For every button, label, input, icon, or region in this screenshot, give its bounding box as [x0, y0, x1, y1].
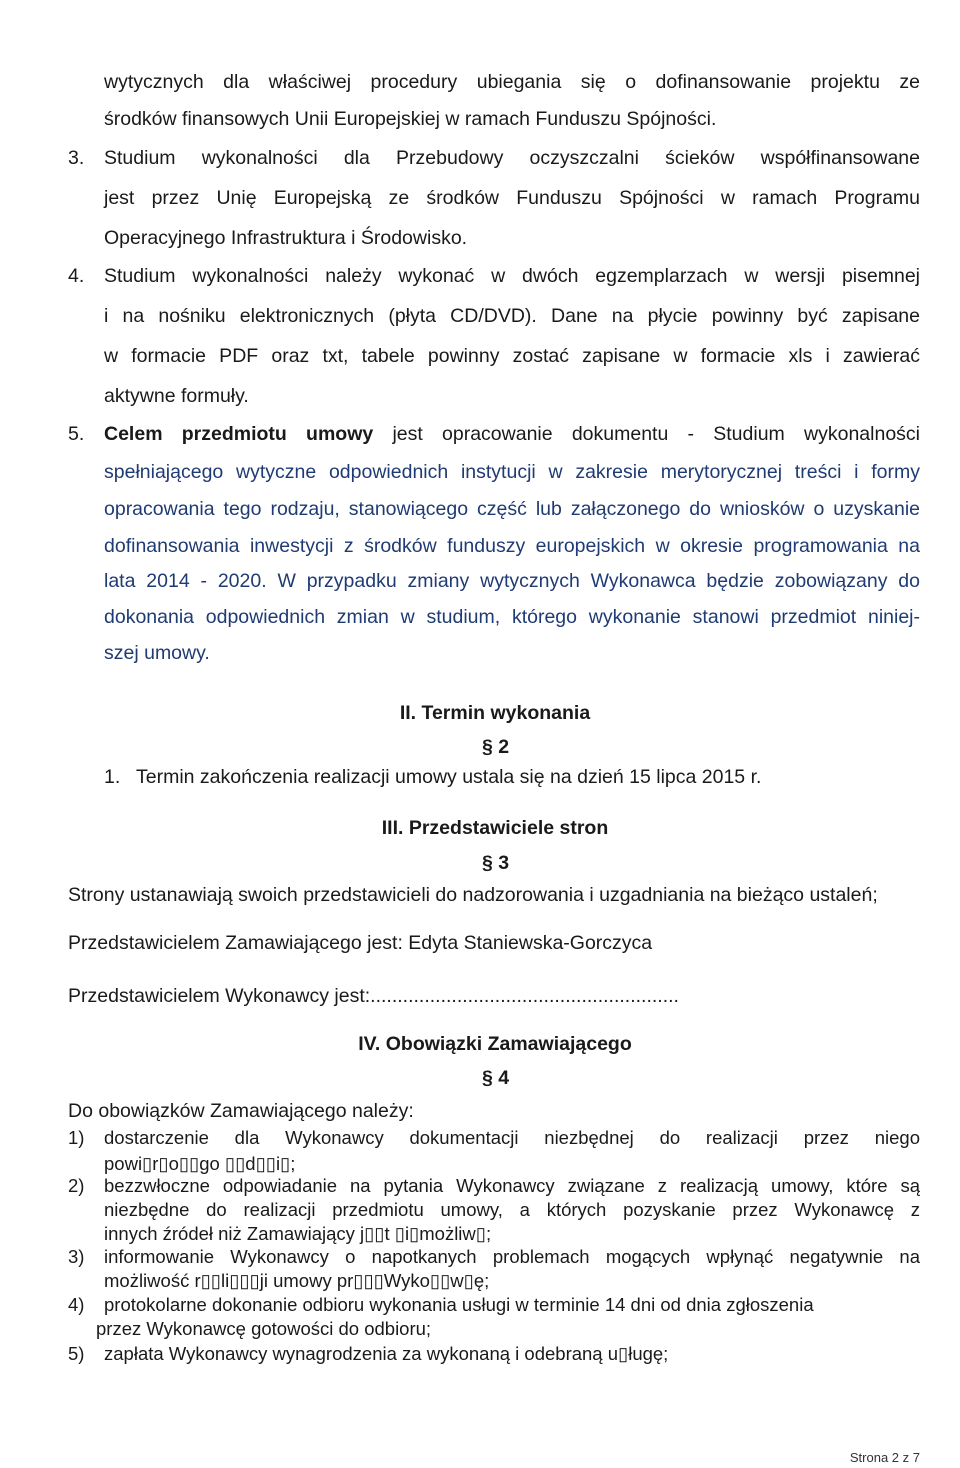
- continuation-line-1: wytycznych dla właściwej procedury ubiegania się o dofinansowanie projektu ze: [104, 71, 920, 93]
- item-3-number: 3.: [68, 147, 85, 169]
- ordering-party-representative: Przedstawicielem Zamawiającego jest: Edyta Staniewska-Gorczyca: [68, 932, 653, 954]
- item-3-line-1: Studium wykonalności dla Przebudowy oczyszczalni ścieków współfinansowane: [104, 147, 920, 169]
- item-5-line-1: [104, 416, 920, 453]
- duty-4-line-2: przez Wykonawcę gotowości do odbioru;: [96, 1318, 432, 1339]
- section-3-intro: Strony ustanawiają swoich przedstawicieli do nadzorowania i uzgadniania na bieżąco ustaleń;: [68, 884, 878, 906]
- section-4-intro: Do obowiązków Zamawiającego należy:: [68, 1100, 414, 1122]
- item-4-number: 4.: [68, 265, 85, 287]
- duty-2-number: 2): [68, 1175, 85, 1196]
- duty-4-number: 4): [68, 1294, 85, 1315]
- duty-1-number: 1): [68, 1127, 85, 1148]
- page-number-footer: Strona 2 z 7: [849, 1450, 920, 1465]
- duty-2-line-1: bezzwłoczne odpowiadanie na pytania Wykonawcy związane z realizacją umowy, które są: [104, 1175, 920, 1196]
- item-5-line-7: szej umowy.: [104, 642, 210, 664]
- item-4-line-4: aktywne formuły.: [104, 385, 249, 407]
- section-2-item-text: Termin zakończenia realizacji umowy ustala się na dzień 15 lipca 2015 r.: [136, 766, 762, 788]
- item-3-line-2: jest przez Unię Europejską ze środków Funduszu Spójności w ramach Programu: [104, 187, 920, 209]
- duty-3-line-2: możliwość r▯▯li▯▯▯ji umowy pr▯▯▯Wyko▯▯w▯ę;: [104, 1270, 490, 1291]
- duty-3-line-1: informowanie Wykonawcy o napotkanych problemach mogących wpłynąć negatywnie na: [104, 1246, 920, 1267]
- duty-4-line-1: protokolarne dokonanie odbioru wykonania usługi w terminie 14 dni od dnia zgłoszenia: [104, 1294, 814, 1315]
- section-2-heading: II. Termin wykonania: [399, 702, 591, 724]
- duty-5-line-1: zapłata Wykonawcy wynagrodzenia za wykonaną i odebraną u▯ługę;: [104, 1343, 669, 1364]
- item-5-line-1-rest: jest opracowanie dokumentu - Studium wykonalności: [373, 423, 920, 445]
- item-4-line-1: Studium wykonalności należy wykonać w dwóch egzemplarzach w wersji pisemnej: [104, 265, 920, 287]
- item-5-number: 5.: [68, 423, 85, 445]
- section-3-paragraph-sign: § 3: [482, 852, 510, 874]
- item-4-line-3: w formacie PDF oraz txt, tabele powinny zostać zapisane w formacie xls i zawierać: [104, 345, 920, 367]
- duty-2-line-2: niezbędne do realizacji przedmiotu umowy, a których pozyskanie przez Wykonawcę z: [104, 1199, 920, 1220]
- duty-1-line-1: dostarczenie dla Wykonawcy dokumentacji niezbędnej do realizacji przez niego: [104, 1127, 920, 1148]
- duty-3-number: 3): [68, 1246, 85, 1267]
- section-3-heading: III. Przedstawiciele stron: [381, 817, 609, 839]
- item-3-line-3: Operacyjnego Infrastruktura i Środowisko.: [104, 227, 468, 249]
- duty-5-number: 5): [68, 1343, 85, 1364]
- section-2-item-number: 1.: [104, 766, 121, 788]
- item-5-line-6: dokonania odpowiednich zmian w studium, którego wykonanie stanowi przedmiot niniej-: [104, 606, 920, 628]
- item-5-line-5: lata 2014 - 2020. W przypadku zmiany wytycznych Wykonawca będzie zobowiązany do: [104, 570, 920, 592]
- item-5-line-2: spełniającego wytyczne odpowiednich instytucji w zakresie merytorycznej treści i formy: [104, 461, 920, 483]
- continuation-line-2: środków finansowych Unii Europejskiej w ramach Funduszu Spójności.: [104, 108, 717, 130]
- duty-2-line-3: innych źródeł niż Zamawiający j▯▯t ▯i▯możliw▯;: [104, 1223, 492, 1244]
- item-4-line-2: i na nośniku elektronicznych (płyta CD/DVD). Dane na płycie powinny być zapisane: [104, 305, 920, 327]
- section-4-paragraph-sign: § 4: [482, 1067, 510, 1089]
- contractor-representative: Przedstawicielem Wykonawcy jest:.........................................................: [68, 985, 679, 1007]
- duty-1-line-2: powi▯r▯o▯▯go ▯▯d▯▯i▯;: [104, 1153, 296, 1174]
- item-5-line-4: dofinansowania inwestycji z środków funduszy europejskich w okresie programowania na: [104, 535, 920, 557]
- item-5-line-3: opracowania tego rodzaju, stanowiącego część lub załączonego do wniosków o uzyskanie: [104, 498, 920, 520]
- section-2-paragraph-sign: § 2: [482, 736, 510, 758]
- section-4-heading: IV. Obowiązki Zamawiającego: [358, 1033, 632, 1055]
- item-5-bold-lead: Celem przedmiotu umowy: [104, 423, 374, 445]
